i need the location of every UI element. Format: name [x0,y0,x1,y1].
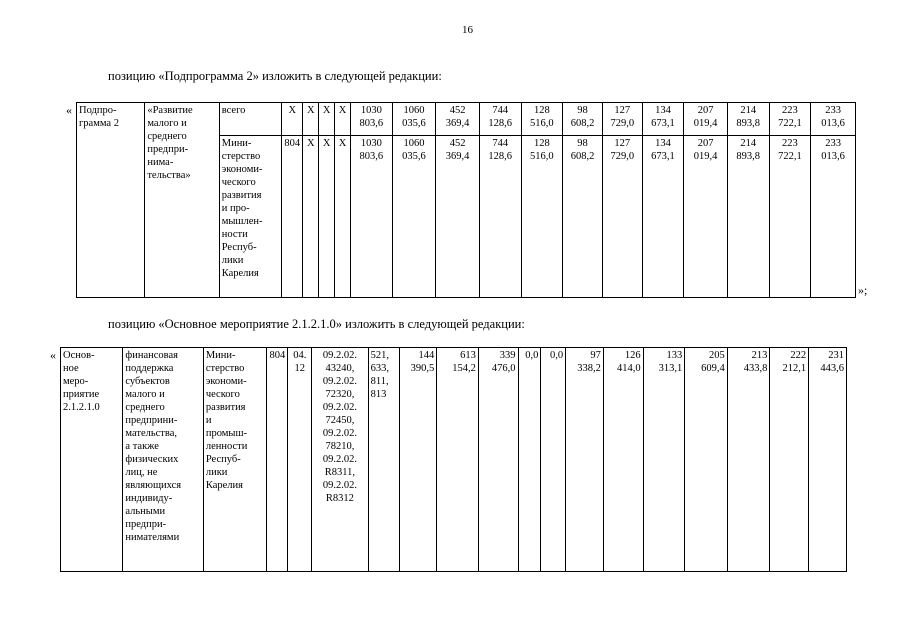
value-cell: 1030 803,6 [351,103,393,136]
value-cell: 144 390,5 [400,348,437,572]
value-cell: 231 443,6 [809,348,847,572]
section1-close-quote: »; [858,283,868,297]
section2-open-quote: « [50,348,56,362]
code-cell: Х [303,136,319,298]
table-row [61,348,847,572]
value-cell: 134 673,1 [642,136,684,298]
csr-cell: 09.2.02. 43240, 09.2.02. 72320, 09.2.02. 72450, 09.2.02. 78210, 09.2.02. R8311, 09.2.02. R8312 [312,348,369,572]
value-cell: 744 128,6 [479,103,521,136]
executor-cell: Мини- стерство экономи- ческого развития и промыш- ленности Респуб- лики Карелия [203,348,267,572]
code-cell: Х [335,103,351,136]
value-cell: 205 609,4 [685,348,728,572]
table-row [77,103,856,136]
value-cell: 1030 803,6 [351,136,393,298]
code-cell: Х [335,136,351,298]
value-cell: 127 729,0 [602,136,642,298]
code-cell: Х [319,103,335,136]
value-cell: 613 154,2 [437,348,479,572]
page-number: 16 [462,24,473,36]
value-cell: 133 313,1 [643,348,685,572]
value-cell: 0,0 [518,348,541,572]
code-cell: Х [303,103,319,136]
section1-intro: позицию «Подпрограмма 2» изложить в следующей редакции: [108,69,442,83]
rzpr-cell: 04. 12 [288,348,312,572]
value-cell: 213 433,8 [727,348,770,572]
activity-name: Основ- ное меро- приятие 2.1.2.1.0 [61,348,123,572]
value-cell: 98 608,2 [563,136,603,298]
vr-cell: 521, 633, 811, 813 [368,348,400,572]
value-cell: 233 013,6 [811,103,856,136]
value-cell: 128 516,0 [521,136,563,298]
value-cell: 452 369,4 [436,136,480,298]
value-cell: 128 516,0 [521,103,563,136]
value-cell: 207 019,4 [684,136,728,298]
code-cell: 804 [282,136,303,298]
value-cell: 222 212,1 [770,348,809,572]
subprogram-table [76,102,856,298]
value-cell: 1060 035,6 [392,103,436,136]
value-cell: 452 369,4 [436,103,480,136]
value-cell: 1060 035,6 [392,136,436,298]
subprogram-name: Подпро- грамма 2 [77,103,145,298]
value-cell: 134 673,1 [642,103,684,136]
value-cell: 223 722,1 [769,103,811,136]
grbs-cell: 804 [267,348,288,572]
value-cell: 233 013,6 [811,136,856,298]
main-activity-table [60,347,847,572]
code-cell: Х [319,136,335,298]
value-cell: 127 729,0 [602,103,642,136]
executor-cell: Мини- стерство экономи- ческого развития и про- мышлен- ности Респуб- лики Карелия [219,136,282,298]
executor-cell: всего [219,103,282,136]
value-cell: 126 414,0 [603,348,643,572]
value-cell: 98 608,2 [563,103,603,136]
subprogram-title: «Развитие малого и среднего предпри- нима- тельства» [145,103,219,298]
value-cell: 214 893,8 [727,103,769,136]
value-cell: 207 019,4 [684,103,728,136]
activity-description: финансовая поддержка субъектов малого и среднего предприни- мательства, а также физических лиц, не являющихся индивиду- альными предпри- нимателями [123,348,203,572]
value-cell: 97 338,2 [566,348,604,572]
value-cell: 744 128,6 [479,136,521,298]
value-cell: 223 722,1 [769,136,811,298]
section2-intro: позицию «Основное мероприятие 2.1.2.1.0» изложить в следующей редакции: [108,317,525,331]
section1-open-quote: « [66,103,72,117]
value-cell: 339 476,0 [478,348,518,572]
value-cell: 214 893,8 [727,136,769,298]
code-cell: Х [282,103,303,136]
value-cell: 0,0 [541,348,566,572]
